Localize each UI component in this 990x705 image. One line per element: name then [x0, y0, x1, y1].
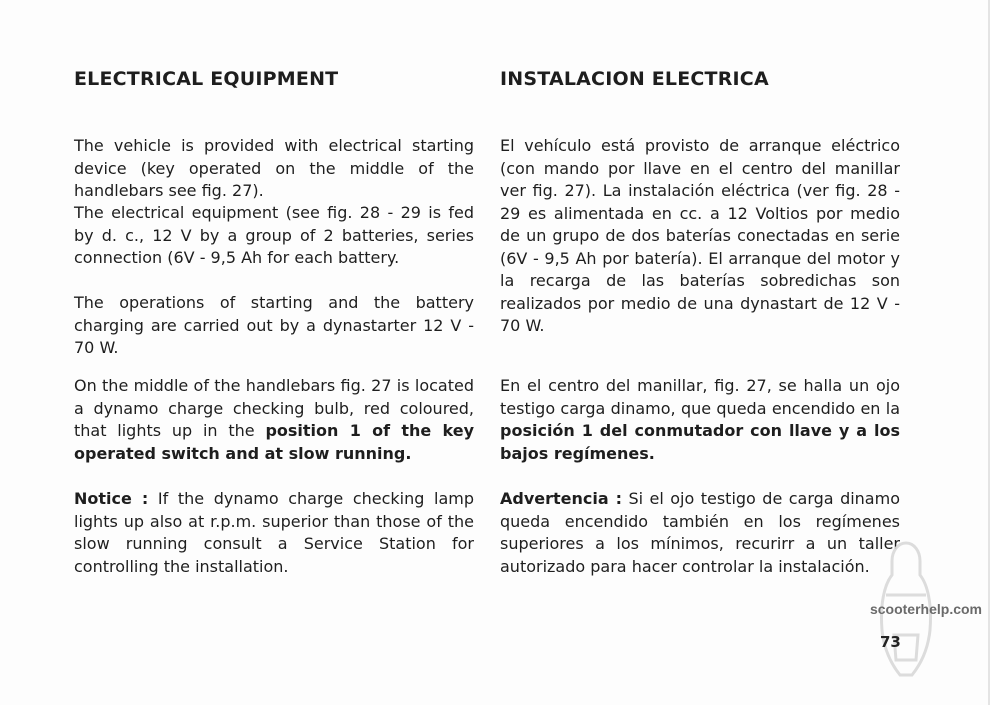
advertencia-paragraph: [500, 488, 900, 578]
notice-label: Notice :: [74, 489, 149, 508]
paragraph-starting-charging: The operations of starting and the battery charging are carried out by a dynastarter 12 V - 70 W.: [74, 293, 474, 357]
paragraph-charge-bulb: [74, 375, 474, 465]
parrafo-instalacion: El vehículo está provisto de arranque eléctrico (con mando por llave en el centro del manillar ver fig. 27). La instalación eléctrica (ver fig. 28 - 29 es alimentada en cc. a 12 Voltios por medio de un grupo de dos baterías conectadas en serie (6V - 9,5 Ah por batería). El arranque del motor y la recarga de las baterías sobredichas son realizados por medio de una dynastart de 12 V - 70 W.: [500, 136, 900, 335]
paragraph-starting-device: The vehicle is provided with electrical starting device (key operated on the middle of the handlebars see fig. 27).: [74, 136, 474, 200]
charge-bulb-text: On the middle of the handlebars fig. 27 is located a dynamo charge checking bulb, red coloured, that lights up in the: [74, 376, 474, 440]
section-title-en: ELECTRICAL EQUIPMENT: [74, 68, 339, 90]
notice-paragraph: [74, 488, 474, 578]
paragraph-electrical-equipment: The electrical equipment (see fig. 28 - 29 is fed by d. c., 12 V by a group of 2 batteries, series connection (6V - 9,5 Ah for each battery.: [74, 203, 474, 267]
advertencia-text: Si el ojo testigo de carga dinamo queda encendido también en los regímenes superiores a los mínimos, recurirr a un taller autorizado para hacer controlar la instalación.: [500, 489, 900, 576]
section-title-es: INSTALACION ELECTRICA: [500, 68, 769, 90]
page-number: 73: [880, 633, 901, 651]
watermark-text: scooterhelp.com: [869, 601, 982, 617]
parrafo-ojo-testigo: [500, 375, 900, 465]
ojo-testigo-text: En el centro del manillar, fig. 27, se halla un ojo testigo carga dinamo, que queda encendido en la: [500, 376, 900, 418]
ojo-testigo-bold: posición 1 del conmutador con llave y a los bajos regímenes.: [500, 421, 900, 463]
advertencia-label: Advertencia :: [500, 489, 622, 508]
charge-bulb-bold: position 1 of the key operated switch and at slow running.: [74, 421, 475, 463]
notice-text: If the dynamo charge checking lamp lights up also at r.p.m. superior than those of the slow running consult a Service Station for controlling the installation.: [74, 489, 475, 576]
